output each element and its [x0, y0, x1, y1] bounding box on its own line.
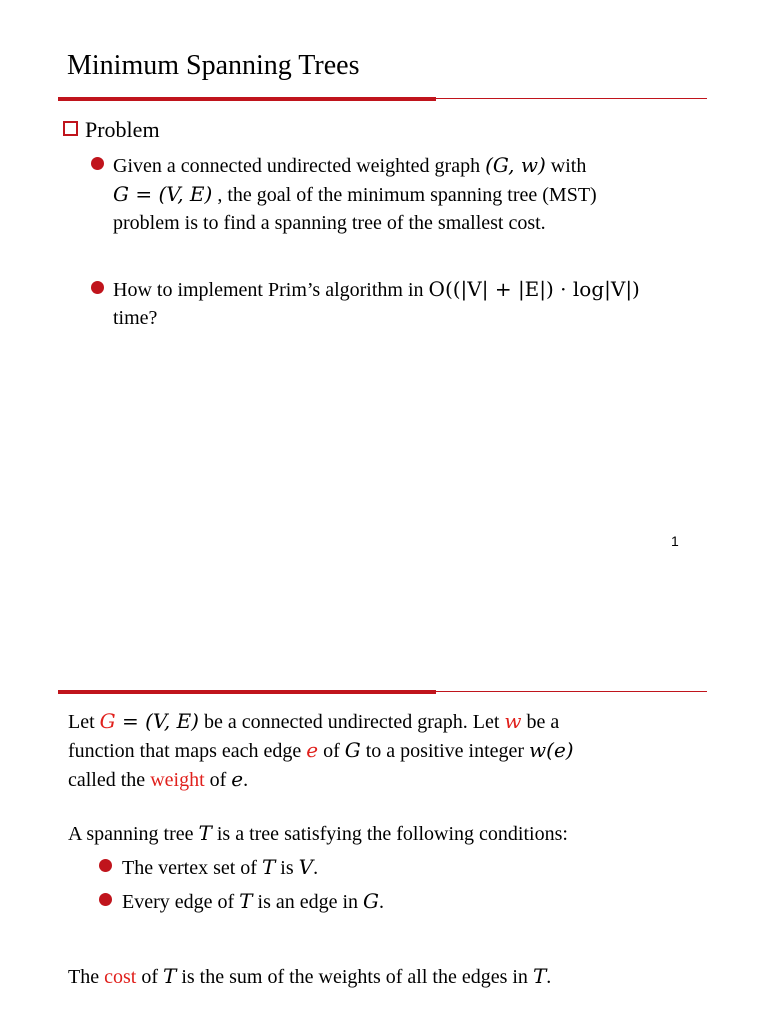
bullet-problem-statement — [113, 151, 597, 237]
math: G — [363, 889, 380, 913]
math: (G, w) — [485, 153, 546, 177]
math-highlight: e — [306, 738, 319, 762]
spanning-tree-paragraph — [68, 819, 568, 848]
math: G = (V, E) — [113, 182, 213, 206]
text: is — [275, 857, 299, 879]
text: Given a connected undirected weighted graph — [113, 155, 486, 177]
math: T — [261, 855, 276, 879]
text: function that maps each edge — [68, 740, 307, 762]
math: e — [231, 767, 244, 791]
math: T — [532, 964, 547, 988]
math-highlight: w — [504, 709, 522, 733]
text: of — [136, 966, 163, 988]
text: . — [243, 769, 249, 791]
title-rule-thin — [436, 98, 707, 99]
definition-paragraph — [68, 707, 574, 794]
text: Every edge of — [122, 891, 240, 913]
text: , the goal of the minimum spanning tree (MST) — [212, 184, 597, 206]
round-bullet-icon — [99, 859, 112, 872]
text: . — [313, 857, 319, 879]
condition-item — [122, 853, 318, 882]
round-bullet-icon — [91, 281, 104, 294]
page-number: 1 — [671, 533, 679, 549]
text: is an edge in — [252, 891, 364, 913]
slide2-rule-thin — [436, 691, 707, 692]
math: T — [162, 964, 177, 988]
text: How to implement Prim’s algorithm in — [113, 279, 429, 301]
text: The vertex set of — [122, 857, 262, 879]
text: time? — [113, 307, 158, 329]
cost-paragraph — [68, 962, 551, 991]
text: called the — [68, 769, 151, 791]
math: T — [239, 889, 253, 913]
condition-item — [122, 887, 384, 916]
text: of — [318, 740, 345, 762]
bullet-prim-question — [113, 275, 640, 332]
text: be a connected undirected graph. Let — [198, 711, 505, 733]
text: of — [204, 769, 232, 791]
math: G — [344, 738, 361, 762]
text: A spanning tree — [68, 823, 199, 845]
text: problem is to find a spanning tree of the smallest cost. — [113, 212, 546, 234]
slide-title: Minimum Spanning Trees — [67, 50, 360, 81]
square-bullet-icon — [63, 121, 78, 136]
text: to a positive integer — [360, 740, 530, 762]
round-bullet-icon — [91, 157, 104, 170]
math: V — [298, 855, 314, 879]
text: with — [545, 155, 587, 177]
math-highlight: G — [99, 709, 116, 733]
text: . — [379, 891, 385, 913]
text: is the sum of the weights of all the edges in — [176, 966, 533, 988]
title-rule-thick — [58, 97, 436, 101]
math: w(e) — [529, 738, 574, 762]
math: = (V, E) — [115, 709, 199, 733]
text: Let — [68, 711, 100, 733]
text: is a tree satisfying the following conditions: — [211, 823, 568, 845]
term-highlight: cost — [104, 966, 137, 988]
math: T — [198, 821, 212, 845]
text: be a — [521, 711, 560, 733]
term-highlight: weight — [150, 769, 205, 791]
slide2-rule-thick — [58, 690, 436, 694]
round-bullet-icon — [99, 893, 112, 906]
math: O((|V| + |E|) · log|V|) — [428, 277, 640, 301]
section-label: Problem — [85, 117, 160, 142]
text: The — [68, 966, 105, 988]
text: . — [546, 966, 552, 988]
